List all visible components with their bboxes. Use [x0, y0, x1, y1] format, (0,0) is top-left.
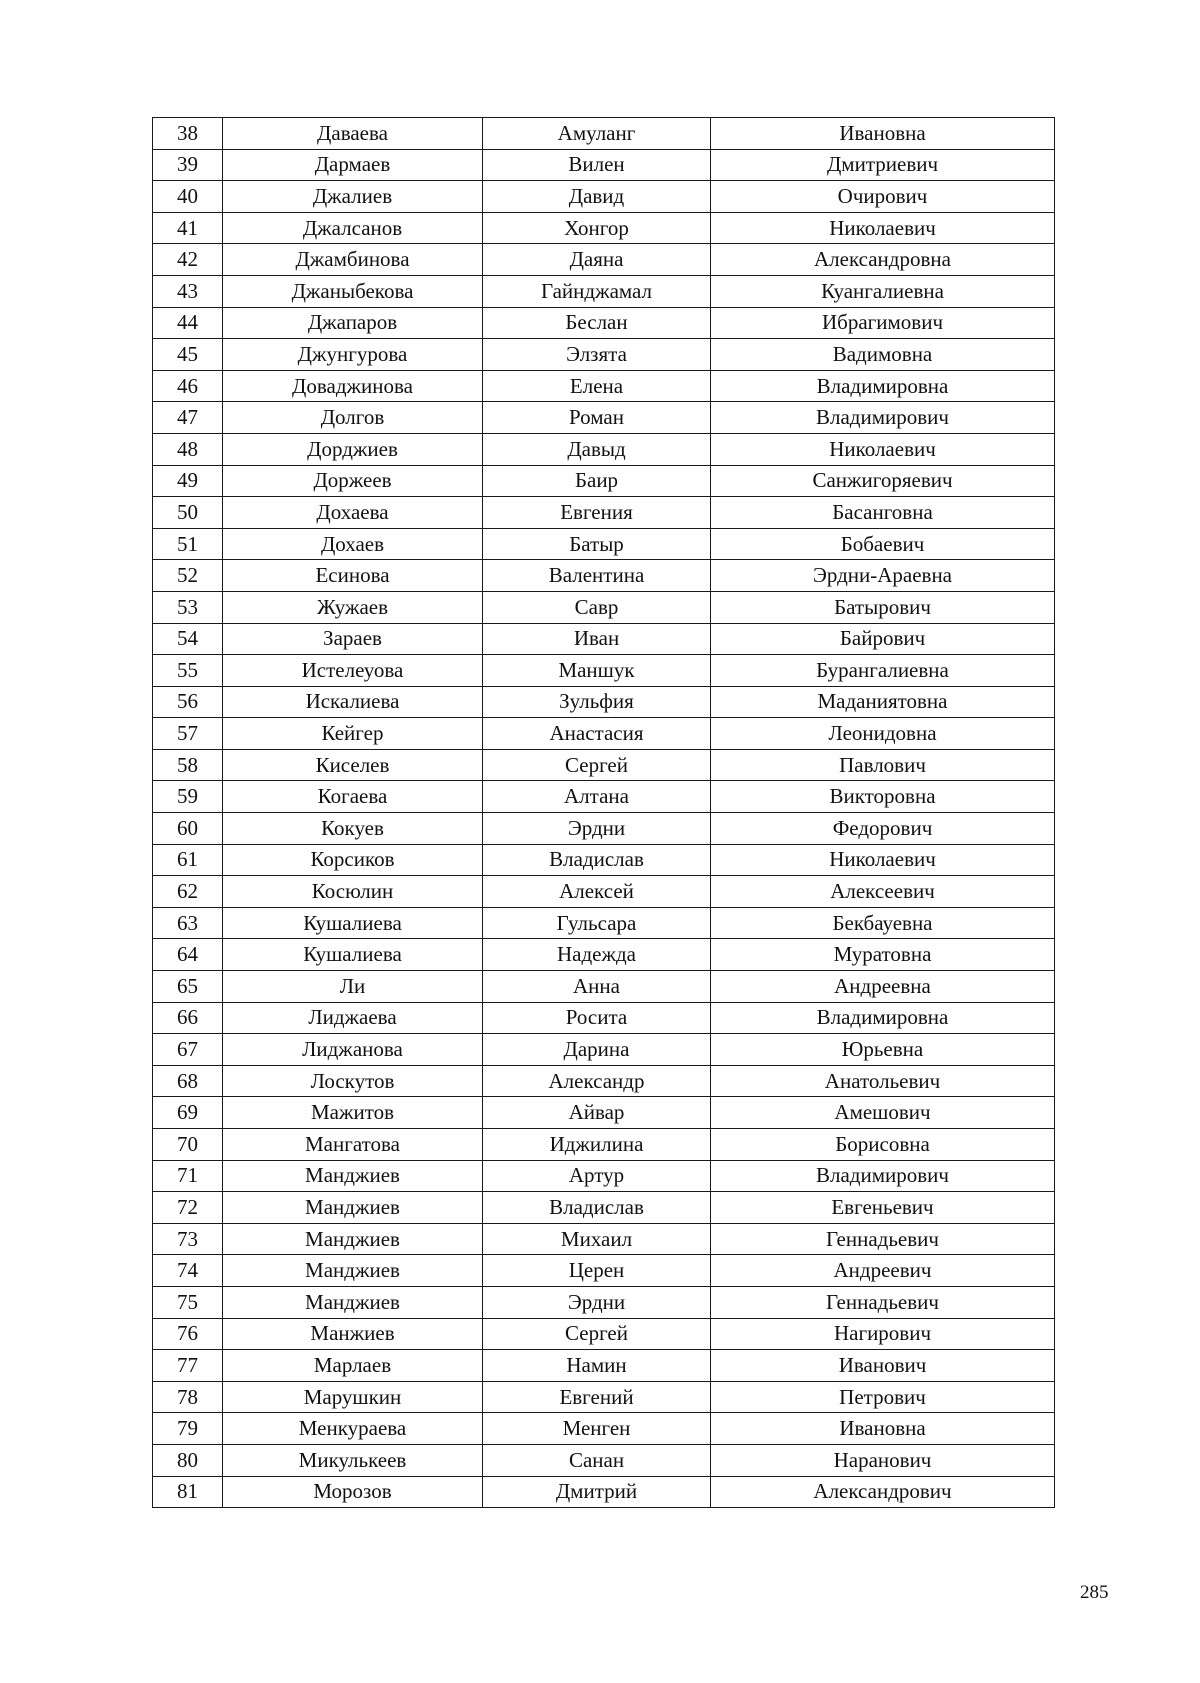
- patronymic-cell: Леонидовна: [711, 718, 1055, 750]
- table-row: [153, 591, 1055, 623]
- row-number-cell: 65: [153, 971, 223, 1003]
- table-row: [153, 718, 1055, 750]
- patronymic-cell: Петрович: [711, 1381, 1055, 1413]
- last-name-cell: Марлаев: [223, 1350, 483, 1382]
- row-number-cell: 40: [153, 181, 223, 213]
- table-row: [153, 749, 1055, 781]
- first-name-cell: Михаил: [483, 1223, 711, 1255]
- patronymic-cell: Владимировна: [711, 370, 1055, 402]
- table-row: [153, 623, 1055, 655]
- last-name-cell: Морозов: [223, 1476, 483, 1508]
- last-name-cell: Мажитов: [223, 1097, 483, 1129]
- row-number-cell: 55: [153, 655, 223, 687]
- row-number-cell: 70: [153, 1129, 223, 1161]
- first-name-cell: Александр: [483, 1065, 711, 1097]
- table-row: [153, 433, 1055, 465]
- last-name-cell: Кушалиева: [223, 907, 483, 939]
- first-name-cell: Амуланг: [483, 118, 711, 150]
- row-number-cell: 42: [153, 244, 223, 276]
- first-name-cell: Иджилина: [483, 1129, 711, 1161]
- table-row: [153, 497, 1055, 529]
- row-number-cell: 66: [153, 1002, 223, 1034]
- last-name-cell: Микулькеев: [223, 1444, 483, 1476]
- first-name-cell: Елена: [483, 370, 711, 402]
- last-name-cell: Лоскутов: [223, 1065, 483, 1097]
- table-row: [153, 118, 1055, 150]
- table-row: [153, 370, 1055, 402]
- first-name-cell: Элзята: [483, 339, 711, 371]
- patronymic-cell: Юрьевна: [711, 1034, 1055, 1066]
- row-number-cell: 44: [153, 307, 223, 339]
- patronymic-cell: Викторовна: [711, 781, 1055, 813]
- row-number-cell: 77: [153, 1350, 223, 1382]
- first-name-cell: Менген: [483, 1413, 711, 1445]
- table-row: [153, 781, 1055, 813]
- last-name-cell: Искалиева: [223, 686, 483, 718]
- last-name-cell: Когаева: [223, 781, 483, 813]
- row-number-cell: 60: [153, 813, 223, 845]
- table-row: [153, 1065, 1055, 1097]
- row-number-cell: 46: [153, 370, 223, 402]
- patronymic-cell: Ивановна: [711, 1413, 1055, 1445]
- patronymic-cell: Владимирович: [711, 402, 1055, 434]
- row-number-cell: 56: [153, 686, 223, 718]
- first-name-cell: Савр: [483, 591, 711, 623]
- patronymic-cell: Нагирович: [711, 1318, 1055, 1350]
- table-row: [153, 1192, 1055, 1224]
- patronymic-cell: Бобаевич: [711, 528, 1055, 560]
- table-row: [153, 1034, 1055, 1066]
- row-number-cell: 80: [153, 1444, 223, 1476]
- table-row: [153, 1476, 1055, 1508]
- first-name-cell: Евгений: [483, 1381, 711, 1413]
- last-name-cell: Манджиев: [223, 1223, 483, 1255]
- page-number: 285: [1080, 1582, 1109, 1603]
- last-name-cell: Даваева: [223, 118, 483, 150]
- patronymic-cell: Андреевна: [711, 971, 1055, 1003]
- first-name-cell: Роман: [483, 402, 711, 434]
- last-name-cell: Мангатова: [223, 1129, 483, 1161]
- table-row: [153, 876, 1055, 908]
- last-name-cell: Дохаев: [223, 528, 483, 560]
- table-row: [153, 212, 1055, 244]
- patronymic-cell: Николаевич: [711, 212, 1055, 244]
- last-name-cell: Кейгер: [223, 718, 483, 750]
- table-row: [153, 1444, 1055, 1476]
- first-name-cell: Надежда: [483, 939, 711, 971]
- last-name-cell: Лиджанова: [223, 1034, 483, 1066]
- first-name-cell: Давыд: [483, 433, 711, 465]
- first-name-cell: Дарина: [483, 1034, 711, 1066]
- row-number-cell: 39: [153, 149, 223, 181]
- table-row: [153, 1097, 1055, 1129]
- table-row: [153, 244, 1055, 276]
- first-name-cell: Намин: [483, 1350, 711, 1382]
- last-name-cell: Корсиков: [223, 844, 483, 876]
- patronymic-cell: Александровна: [711, 244, 1055, 276]
- table-row: [153, 813, 1055, 845]
- patronymic-cell: Анатольевич: [711, 1065, 1055, 1097]
- first-name-cell: Зульфия: [483, 686, 711, 718]
- first-name-cell: Владислав: [483, 844, 711, 876]
- last-name-cell: Долгов: [223, 402, 483, 434]
- patronymic-cell: Батырович: [711, 591, 1055, 623]
- patronymic-cell: Басанговна: [711, 497, 1055, 529]
- table-row: [153, 1381, 1055, 1413]
- patronymic-cell: Андреевич: [711, 1255, 1055, 1287]
- patronymic-cell: Алексеевич: [711, 876, 1055, 908]
- last-name-cell: Манджиев: [223, 1192, 483, 1224]
- row-number-cell: 73: [153, 1223, 223, 1255]
- patronymic-cell: Федорович: [711, 813, 1055, 845]
- first-name-cell: Росита: [483, 1002, 711, 1034]
- patronymic-cell: Бекбауевна: [711, 907, 1055, 939]
- table-row: [153, 275, 1055, 307]
- first-name-cell: Эрдни: [483, 1286, 711, 1318]
- last-name-cell: Киселев: [223, 749, 483, 781]
- first-name-cell: Гульсара: [483, 907, 711, 939]
- last-name-cell: Джапаров: [223, 307, 483, 339]
- row-number-cell: 61: [153, 844, 223, 876]
- last-name-cell: Ли: [223, 971, 483, 1003]
- row-number-cell: 45: [153, 339, 223, 371]
- last-name-cell: Манжиев: [223, 1318, 483, 1350]
- first-name-cell: Сергей: [483, 1318, 711, 1350]
- patronymic-cell: Иванович: [711, 1350, 1055, 1382]
- last-name-cell: Марушкин: [223, 1381, 483, 1413]
- table-row: [153, 1350, 1055, 1382]
- table-row: [153, 1002, 1055, 1034]
- first-name-cell: Давид: [483, 181, 711, 213]
- row-number-cell: 47: [153, 402, 223, 434]
- last-name-cell: Кокуев: [223, 813, 483, 845]
- patronymic-cell: Ибрагимович: [711, 307, 1055, 339]
- patronymic-cell: Наранович: [711, 1444, 1055, 1476]
- patronymic-cell: Александрович: [711, 1476, 1055, 1508]
- first-name-cell: Даяна: [483, 244, 711, 276]
- last-name-cell: Есинова: [223, 560, 483, 592]
- row-number-cell: 54: [153, 623, 223, 655]
- first-name-cell: Анна: [483, 971, 711, 1003]
- row-number-cell: 81: [153, 1476, 223, 1508]
- patronymic-cell: Геннадьевич: [711, 1286, 1055, 1318]
- patronymic-cell: Санжигоряевич: [711, 465, 1055, 497]
- first-name-cell: Эрдни: [483, 813, 711, 845]
- patronymic-cell: Николаевич: [711, 433, 1055, 465]
- table-row: [153, 560, 1055, 592]
- row-number-cell: 59: [153, 781, 223, 813]
- table-row: [153, 1286, 1055, 1318]
- table-row: [153, 528, 1055, 560]
- row-number-cell: 63: [153, 907, 223, 939]
- last-name-cell: Джаныбекова: [223, 275, 483, 307]
- patronymic-cell: Маданиятовна: [711, 686, 1055, 718]
- patronymic-cell: Владимировна: [711, 1002, 1055, 1034]
- patronymic-cell: Геннадьевич: [711, 1223, 1055, 1255]
- row-number-cell: 52: [153, 560, 223, 592]
- first-name-cell: Баир: [483, 465, 711, 497]
- first-name-cell: Артур: [483, 1160, 711, 1192]
- patronymic-cell: Куангалиевна: [711, 275, 1055, 307]
- table-row: [153, 149, 1055, 181]
- table-row: [153, 181, 1055, 213]
- last-name-cell: Манджиев: [223, 1160, 483, 1192]
- first-name-cell: Айвар: [483, 1097, 711, 1129]
- last-name-cell: Манджиев: [223, 1255, 483, 1287]
- row-number-cell: 71: [153, 1160, 223, 1192]
- row-number-cell: 67: [153, 1034, 223, 1066]
- last-name-cell: Дорджиев: [223, 433, 483, 465]
- roster-table-body: [153, 118, 1055, 1508]
- last-name-cell: Кушалиева: [223, 939, 483, 971]
- patronymic-cell: Эрдни-Араевна: [711, 560, 1055, 592]
- row-number-cell: 51: [153, 528, 223, 560]
- table-row: [153, 907, 1055, 939]
- table-row: [153, 1160, 1055, 1192]
- table-row: [153, 339, 1055, 371]
- table-row: [153, 402, 1055, 434]
- first-name-cell: Алексей: [483, 876, 711, 908]
- row-number-cell: 50: [153, 497, 223, 529]
- patronymic-cell: Очирович: [711, 181, 1055, 213]
- table-row: [153, 1255, 1055, 1287]
- first-name-cell: Владислав: [483, 1192, 711, 1224]
- last-name-cell: Доржеев: [223, 465, 483, 497]
- row-number-cell: 69: [153, 1097, 223, 1129]
- row-number-cell: 64: [153, 939, 223, 971]
- last-name-cell: Зараев: [223, 623, 483, 655]
- last-name-cell: Манджиев: [223, 1286, 483, 1318]
- row-number-cell: 79: [153, 1413, 223, 1445]
- row-number-cell: 43: [153, 275, 223, 307]
- first-name-cell: Хонгор: [483, 212, 711, 244]
- row-number-cell: 57: [153, 718, 223, 750]
- last-name-cell: Джунгурова: [223, 339, 483, 371]
- patronymic-cell: Дмитриевич: [711, 149, 1055, 181]
- patronymic-cell: Николаевич: [711, 844, 1055, 876]
- table-row: [153, 1223, 1055, 1255]
- row-number-cell: 75: [153, 1286, 223, 1318]
- table-row: [153, 844, 1055, 876]
- first-name-cell: Дмитрий: [483, 1476, 711, 1508]
- patronymic-cell: Евгеньевич: [711, 1192, 1055, 1224]
- first-name-cell: Сергей: [483, 749, 711, 781]
- last-name-cell: Джалиев: [223, 181, 483, 213]
- row-number-cell: 76: [153, 1318, 223, 1350]
- first-name-cell: Алтана: [483, 781, 711, 813]
- patronymic-cell: Муратовна: [711, 939, 1055, 971]
- table-row: [153, 1318, 1055, 1350]
- first-name-cell: Санан: [483, 1444, 711, 1476]
- last-name-cell: Дохаева: [223, 497, 483, 529]
- patronymic-cell: Вадимовна: [711, 339, 1055, 371]
- row-number-cell: 62: [153, 876, 223, 908]
- first-name-cell: Евгения: [483, 497, 711, 529]
- first-name-cell: Беслан: [483, 307, 711, 339]
- row-number-cell: 72: [153, 1192, 223, 1224]
- patronymic-cell: Амешович: [711, 1097, 1055, 1129]
- last-name-cell: Джамбинова: [223, 244, 483, 276]
- row-number-cell: 48: [153, 433, 223, 465]
- patronymic-cell: Ивановна: [711, 118, 1055, 150]
- last-name-cell: Истелеуова: [223, 655, 483, 687]
- row-number-cell: 74: [153, 1255, 223, 1287]
- patronymic-cell: Борисовна: [711, 1129, 1055, 1161]
- table-row: [153, 465, 1055, 497]
- patronymic-cell: Бурангалиевна: [711, 655, 1055, 687]
- patronymic-cell: Павлович: [711, 749, 1055, 781]
- row-number-cell: 53: [153, 591, 223, 623]
- last-name-cell: Дармаев: [223, 149, 483, 181]
- table-row: [153, 655, 1055, 687]
- last-name-cell: Лиджаева: [223, 1002, 483, 1034]
- row-number-cell: 78: [153, 1381, 223, 1413]
- table-row: [153, 686, 1055, 718]
- first-name-cell: Маншук: [483, 655, 711, 687]
- first-name-cell: Гайнджамал: [483, 275, 711, 307]
- last-name-cell: Косюлин: [223, 876, 483, 908]
- row-number-cell: 58: [153, 749, 223, 781]
- table-row: [153, 939, 1055, 971]
- last-name-cell: Менкураева: [223, 1413, 483, 1445]
- last-name-cell: Жужаев: [223, 591, 483, 623]
- first-name-cell: Валентина: [483, 560, 711, 592]
- patronymic-cell: Владимирович: [711, 1160, 1055, 1192]
- last-name-cell: Доваджинова: [223, 370, 483, 402]
- table-row: [153, 307, 1055, 339]
- first-name-cell: Батыр: [483, 528, 711, 560]
- first-name-cell: Вилен: [483, 149, 711, 181]
- first-name-cell: Церен: [483, 1255, 711, 1287]
- row-number-cell: 68: [153, 1065, 223, 1097]
- table-row: [153, 971, 1055, 1003]
- row-number-cell: 49: [153, 465, 223, 497]
- row-number-cell: 41: [153, 212, 223, 244]
- first-name-cell: Анастасия: [483, 718, 711, 750]
- first-name-cell: Иван: [483, 623, 711, 655]
- patronymic-cell: Байрович: [711, 623, 1055, 655]
- table-row: [153, 1129, 1055, 1161]
- last-name-cell: Джалсанов: [223, 212, 483, 244]
- row-number-cell: 38: [153, 118, 223, 150]
- roster-table: [152, 117, 1055, 1508]
- table-row: [153, 1413, 1055, 1445]
